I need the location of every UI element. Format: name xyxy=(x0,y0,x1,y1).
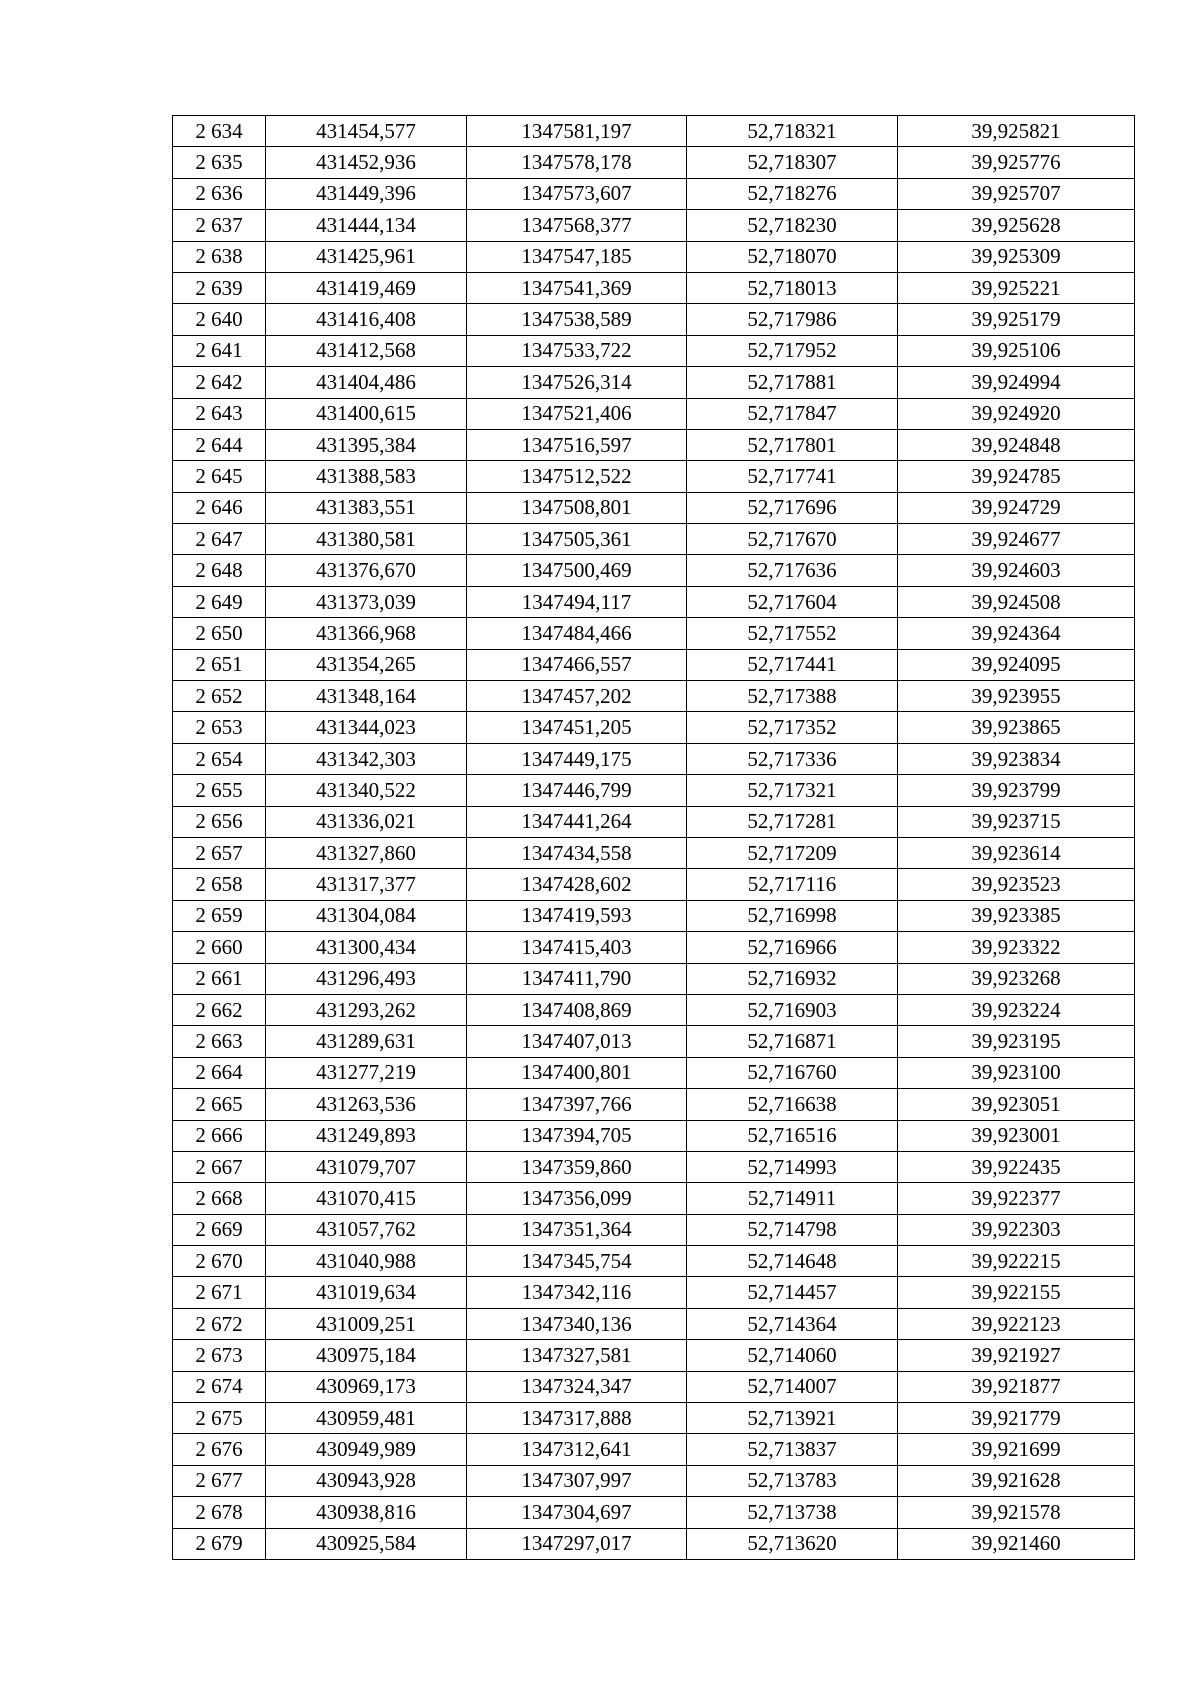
point-number-cell: 2 659 xyxy=(173,900,266,931)
y-coordinate-cell: 1347466,557 xyxy=(467,649,687,680)
x-coordinate-cell: 430949,989 xyxy=(266,1434,467,1465)
latitude-cell: 52,718321 xyxy=(687,116,898,147)
y-coordinate-cell: 1347500,469 xyxy=(467,555,687,586)
longitude-cell: 39,923195 xyxy=(898,1026,1135,1057)
x-coordinate-cell: 431344,023 xyxy=(266,712,467,743)
point-number-cell: 2 672 xyxy=(173,1308,266,1339)
x-coordinate-cell: 431079,707 xyxy=(266,1151,467,1182)
latitude-cell: 52,717741 xyxy=(687,461,898,492)
x-coordinate-cell: 431336,021 xyxy=(266,806,467,837)
longitude-cell: 39,921628 xyxy=(898,1465,1135,1496)
latitude-cell: 52,714798 xyxy=(687,1214,898,1245)
latitude-cell: 52,717952 xyxy=(687,335,898,366)
x-coordinate-cell: 431419,469 xyxy=(266,272,467,303)
x-coordinate-cell: 431416,408 xyxy=(266,304,467,335)
longitude-cell: 39,924677 xyxy=(898,524,1135,555)
point-number-cell: 2 643 xyxy=(173,398,266,429)
x-coordinate-cell: 431277,219 xyxy=(266,1057,467,1088)
table-row xyxy=(173,1026,1135,1057)
longitude-cell: 39,922123 xyxy=(898,1308,1135,1339)
x-coordinate-cell: 431444,134 xyxy=(266,210,467,241)
longitude-cell: 39,922435 xyxy=(898,1151,1135,1182)
y-coordinate-cell: 1347538,589 xyxy=(467,304,687,335)
y-coordinate-cell: 1347533,722 xyxy=(467,335,687,366)
table-row xyxy=(173,743,1135,774)
point-number-cell: 2 636 xyxy=(173,178,266,209)
table-row xyxy=(173,1528,1135,1559)
point-number-cell: 2 649 xyxy=(173,586,266,617)
y-coordinate-cell: 1347312,641 xyxy=(467,1434,687,1465)
point-number-cell: 2 639 xyxy=(173,272,266,303)
latitude-cell: 52,716760 xyxy=(687,1057,898,1088)
latitude-cell: 52,717209 xyxy=(687,837,898,868)
x-coordinate-cell: 430969,173 xyxy=(266,1371,467,1402)
y-coordinate-cell: 1347494,117 xyxy=(467,586,687,617)
point-number-cell: 2 664 xyxy=(173,1057,266,1088)
latitude-cell: 52,714060 xyxy=(687,1340,898,1371)
latitude-cell: 52,716516 xyxy=(687,1120,898,1151)
latitude-cell: 52,716966 xyxy=(687,932,898,963)
longitude-cell: 39,923001 xyxy=(898,1120,1135,1151)
point-number-cell: 2 677 xyxy=(173,1465,266,1496)
longitude-cell: 39,925628 xyxy=(898,210,1135,241)
table-row xyxy=(173,492,1135,523)
x-coordinate-cell: 431366,968 xyxy=(266,618,467,649)
point-number-cell: 2 644 xyxy=(173,429,266,460)
x-coordinate-cell: 431388,583 xyxy=(266,461,467,492)
longitude-cell: 39,925821 xyxy=(898,116,1135,147)
table-row xyxy=(173,241,1135,272)
latitude-cell: 52,717116 xyxy=(687,869,898,900)
x-coordinate-cell: 430975,184 xyxy=(266,1340,467,1371)
table-row xyxy=(173,367,1135,398)
table-row xyxy=(173,398,1135,429)
y-coordinate-cell: 1347411,790 xyxy=(467,963,687,994)
x-coordinate-cell: 431452,936 xyxy=(266,147,467,178)
point-number-cell: 2 641 xyxy=(173,335,266,366)
x-coordinate-cell: 431070,415 xyxy=(266,1183,467,1214)
latitude-cell: 52,717801 xyxy=(687,429,898,460)
longitude-cell: 39,923224 xyxy=(898,994,1135,1025)
y-coordinate-cell: 1347484,466 xyxy=(467,618,687,649)
x-coordinate-cell: 431412,568 xyxy=(266,335,467,366)
latitude-cell: 52,714364 xyxy=(687,1308,898,1339)
longitude-cell: 39,924920 xyxy=(898,398,1135,429)
y-coordinate-cell: 1347407,013 xyxy=(467,1026,687,1057)
table-row xyxy=(173,178,1135,209)
table-row xyxy=(173,210,1135,241)
point-number-cell: 2 638 xyxy=(173,241,266,272)
y-coordinate-cell: 1347508,801 xyxy=(467,492,687,523)
point-number-cell: 2 646 xyxy=(173,492,266,523)
longitude-cell: 39,925221 xyxy=(898,272,1135,303)
latitude-cell: 52,714911 xyxy=(687,1183,898,1214)
latitude-cell: 52,717552 xyxy=(687,618,898,649)
table-row xyxy=(173,524,1135,555)
point-number-cell: 2 655 xyxy=(173,775,266,806)
latitude-cell: 52,713620 xyxy=(687,1528,898,1559)
longitude-cell: 39,923385 xyxy=(898,900,1135,931)
latitude-cell: 52,716998 xyxy=(687,900,898,931)
table-row xyxy=(173,1057,1135,1088)
table-row xyxy=(173,1308,1135,1339)
point-number-cell: 2 647 xyxy=(173,524,266,555)
latitude-cell: 52,717352 xyxy=(687,712,898,743)
table-row xyxy=(173,712,1135,743)
table-row xyxy=(173,1120,1135,1151)
x-coordinate-cell: 430925,584 xyxy=(266,1528,467,1559)
latitude-cell: 52,717281 xyxy=(687,806,898,837)
x-coordinate-cell: 431454,577 xyxy=(266,116,467,147)
table-row xyxy=(173,555,1135,586)
longitude-cell: 39,921877 xyxy=(898,1371,1135,1402)
latitude-cell: 52,718070 xyxy=(687,241,898,272)
table-row xyxy=(173,1465,1135,1496)
table-row xyxy=(173,1246,1135,1277)
y-coordinate-cell: 1347568,377 xyxy=(467,210,687,241)
x-coordinate-cell: 431300,434 xyxy=(266,932,467,963)
latitude-cell: 52,717388 xyxy=(687,681,898,712)
y-coordinate-cell: 1347449,175 xyxy=(467,743,687,774)
longitude-cell: 39,924603 xyxy=(898,555,1135,586)
y-coordinate-cell: 1347415,403 xyxy=(467,932,687,963)
x-coordinate-cell: 431342,303 xyxy=(266,743,467,774)
x-coordinate-cell: 431376,670 xyxy=(266,555,467,586)
table-row xyxy=(173,116,1135,147)
point-number-cell: 2 676 xyxy=(173,1434,266,1465)
point-number-cell: 2 670 xyxy=(173,1246,266,1277)
x-coordinate-cell: 430938,816 xyxy=(266,1497,467,1528)
table-row xyxy=(173,272,1135,303)
longitude-cell: 39,923834 xyxy=(898,743,1135,774)
point-number-cell: 2 678 xyxy=(173,1497,266,1528)
point-number-cell: 2 669 xyxy=(173,1214,266,1245)
table-row xyxy=(173,994,1135,1025)
x-coordinate-cell: 431425,961 xyxy=(266,241,467,272)
y-coordinate-cell: 1347340,136 xyxy=(467,1308,687,1339)
point-number-cell: 2 650 xyxy=(173,618,266,649)
y-coordinate-cell: 1347304,697 xyxy=(467,1497,687,1528)
y-coordinate-cell: 1347428,602 xyxy=(467,869,687,900)
x-coordinate-cell: 431304,084 xyxy=(266,900,467,931)
y-coordinate-cell: 1347351,364 xyxy=(467,1214,687,1245)
longitude-cell: 39,922215 xyxy=(898,1246,1135,1277)
point-number-cell: 2 662 xyxy=(173,994,266,1025)
y-coordinate-cell: 1347345,754 xyxy=(467,1246,687,1277)
point-number-cell: 2 648 xyxy=(173,555,266,586)
x-coordinate-cell: 431373,039 xyxy=(266,586,467,617)
x-coordinate-cell: 431404,486 xyxy=(266,367,467,398)
x-coordinate-cell: 431040,988 xyxy=(266,1246,467,1277)
point-number-cell: 2 642 xyxy=(173,367,266,398)
x-coordinate-cell: 431293,262 xyxy=(266,994,467,1025)
point-number-cell: 2 652 xyxy=(173,681,266,712)
point-number-cell: 2 675 xyxy=(173,1403,266,1434)
latitude-cell: 52,713837 xyxy=(687,1434,898,1465)
longitude-cell: 39,923715 xyxy=(898,806,1135,837)
table-row xyxy=(173,932,1135,963)
longitude-cell: 39,923268 xyxy=(898,963,1135,994)
x-coordinate-cell: 431400,615 xyxy=(266,398,467,429)
longitude-cell: 39,924994 xyxy=(898,367,1135,398)
point-number-cell: 2 668 xyxy=(173,1183,266,1214)
longitude-cell: 39,923322 xyxy=(898,932,1135,963)
table-row xyxy=(173,1089,1135,1120)
point-number-cell: 2 635 xyxy=(173,147,266,178)
y-coordinate-cell: 1347397,766 xyxy=(467,1089,687,1120)
table-row xyxy=(173,1434,1135,1465)
longitude-cell: 39,923955 xyxy=(898,681,1135,712)
coordinates-table xyxy=(172,115,1135,1560)
y-coordinate-cell: 1347457,202 xyxy=(467,681,687,712)
table-row xyxy=(173,1183,1135,1214)
latitude-cell: 52,717321 xyxy=(687,775,898,806)
y-coordinate-cell: 1347526,314 xyxy=(467,367,687,398)
y-coordinate-cell: 1347578,178 xyxy=(467,147,687,178)
latitude-cell: 52,716871 xyxy=(687,1026,898,1057)
x-coordinate-cell: 431354,265 xyxy=(266,649,467,680)
y-coordinate-cell: 1347356,099 xyxy=(467,1183,687,1214)
y-coordinate-cell: 1347541,369 xyxy=(467,272,687,303)
longitude-cell: 39,925179 xyxy=(898,304,1135,335)
longitude-cell: 39,925707 xyxy=(898,178,1135,209)
longitude-cell: 39,923100 xyxy=(898,1057,1135,1088)
point-number-cell: 2 645 xyxy=(173,461,266,492)
table-row xyxy=(173,304,1135,335)
x-coordinate-cell: 431327,860 xyxy=(266,837,467,868)
table-row xyxy=(173,775,1135,806)
latitude-cell: 52,717986 xyxy=(687,304,898,335)
latitude-cell: 52,717636 xyxy=(687,555,898,586)
latitude-cell: 52,718276 xyxy=(687,178,898,209)
table-row xyxy=(173,1497,1135,1528)
table-row xyxy=(173,1277,1135,1308)
x-coordinate-cell: 431249,893 xyxy=(266,1120,467,1151)
y-coordinate-cell: 1347434,558 xyxy=(467,837,687,868)
table-row xyxy=(173,869,1135,900)
latitude-cell: 52,713783 xyxy=(687,1465,898,1496)
x-coordinate-cell: 431340,522 xyxy=(266,775,467,806)
table-row xyxy=(173,335,1135,366)
latitude-cell: 52,713738 xyxy=(687,1497,898,1528)
longitude-cell: 39,924095 xyxy=(898,649,1135,680)
point-number-cell: 2 663 xyxy=(173,1026,266,1057)
x-coordinate-cell: 431383,551 xyxy=(266,492,467,523)
longitude-cell: 39,921460 xyxy=(898,1528,1135,1559)
longitude-cell: 39,922155 xyxy=(898,1277,1135,1308)
point-number-cell: 2 667 xyxy=(173,1151,266,1182)
longitude-cell: 39,924729 xyxy=(898,492,1135,523)
y-coordinate-cell: 1347297,017 xyxy=(467,1528,687,1559)
latitude-cell: 52,716932 xyxy=(687,963,898,994)
x-coordinate-cell: 431057,762 xyxy=(266,1214,467,1245)
table-row xyxy=(173,461,1135,492)
longitude-cell: 39,924785 xyxy=(898,461,1135,492)
latitude-cell: 52,718307 xyxy=(687,147,898,178)
longitude-cell: 39,923865 xyxy=(898,712,1135,743)
x-coordinate-cell: 431317,377 xyxy=(266,869,467,900)
y-coordinate-cell: 1347419,593 xyxy=(467,900,687,931)
latitude-cell: 52,718230 xyxy=(687,210,898,241)
y-coordinate-cell: 1347581,197 xyxy=(467,116,687,147)
latitude-cell: 52,714457 xyxy=(687,1277,898,1308)
latitude-cell: 52,716638 xyxy=(687,1089,898,1120)
y-coordinate-cell: 1347327,581 xyxy=(467,1340,687,1371)
y-coordinate-cell: 1347441,264 xyxy=(467,806,687,837)
y-coordinate-cell: 1347547,185 xyxy=(467,241,687,272)
latitude-cell: 52,714007 xyxy=(687,1371,898,1402)
y-coordinate-cell: 1347307,997 xyxy=(467,1465,687,1496)
longitude-cell: 39,923799 xyxy=(898,775,1135,806)
latitude-cell: 52,714993 xyxy=(687,1151,898,1182)
y-coordinate-cell: 1347573,607 xyxy=(467,178,687,209)
longitude-cell: 39,924364 xyxy=(898,618,1135,649)
y-coordinate-cell: 1347394,705 xyxy=(467,1120,687,1151)
latitude-cell: 52,717441 xyxy=(687,649,898,680)
x-coordinate-cell: 431263,536 xyxy=(266,1089,467,1120)
table-row xyxy=(173,806,1135,837)
longitude-cell: 39,925106 xyxy=(898,335,1135,366)
table-row xyxy=(173,1403,1135,1434)
latitude-cell: 52,717336 xyxy=(687,743,898,774)
latitude-cell: 52,714648 xyxy=(687,1246,898,1277)
point-number-cell: 2 665 xyxy=(173,1089,266,1120)
table-row xyxy=(173,900,1135,931)
longitude-cell: 39,925776 xyxy=(898,147,1135,178)
x-coordinate-cell: 431395,384 xyxy=(266,429,467,460)
x-coordinate-cell: 431449,396 xyxy=(266,178,467,209)
latitude-cell: 52,717604 xyxy=(687,586,898,617)
point-number-cell: 2 661 xyxy=(173,963,266,994)
longitude-cell: 39,921578 xyxy=(898,1497,1135,1528)
x-coordinate-cell: 431380,581 xyxy=(266,524,467,555)
table-row xyxy=(173,1371,1135,1402)
longitude-cell: 39,921927 xyxy=(898,1340,1135,1371)
table-row xyxy=(173,963,1135,994)
y-coordinate-cell: 1347451,205 xyxy=(467,712,687,743)
longitude-cell: 39,921699 xyxy=(898,1434,1135,1465)
x-coordinate-cell: 430943,928 xyxy=(266,1465,467,1496)
table-row xyxy=(173,1151,1135,1182)
point-number-cell: 2 674 xyxy=(173,1371,266,1402)
point-number-cell: 2 640 xyxy=(173,304,266,335)
latitude-cell: 52,718013 xyxy=(687,272,898,303)
table-row xyxy=(173,837,1135,868)
y-coordinate-cell: 1347505,361 xyxy=(467,524,687,555)
coordinates-table-body xyxy=(173,116,1135,1560)
point-number-cell: 2 671 xyxy=(173,1277,266,1308)
latitude-cell: 52,717847 xyxy=(687,398,898,429)
x-coordinate-cell: 431296,493 xyxy=(266,963,467,994)
table-row xyxy=(173,1214,1135,1245)
point-number-cell: 2 637 xyxy=(173,210,266,241)
latitude-cell: 52,717881 xyxy=(687,367,898,398)
point-number-cell: 2 658 xyxy=(173,869,266,900)
y-coordinate-cell: 1347342,116 xyxy=(467,1277,687,1308)
x-coordinate-cell: 431289,631 xyxy=(266,1026,467,1057)
longitude-cell: 39,923051 xyxy=(898,1089,1135,1120)
x-coordinate-cell: 430959,481 xyxy=(266,1403,467,1434)
y-coordinate-cell: 1347317,888 xyxy=(467,1403,687,1434)
point-number-cell: 2 634 xyxy=(173,116,266,147)
longitude-cell: 39,923523 xyxy=(898,869,1135,900)
point-number-cell: 2 651 xyxy=(173,649,266,680)
longitude-cell: 39,921779 xyxy=(898,1403,1135,1434)
table-row xyxy=(173,586,1135,617)
y-coordinate-cell: 1347324,347 xyxy=(467,1371,687,1402)
y-coordinate-cell: 1347446,799 xyxy=(467,775,687,806)
point-number-cell: 2 657 xyxy=(173,837,266,868)
x-coordinate-cell: 431019,634 xyxy=(266,1277,467,1308)
point-number-cell: 2 654 xyxy=(173,743,266,774)
point-number-cell: 2 666 xyxy=(173,1120,266,1151)
y-coordinate-cell: 1347359,860 xyxy=(467,1151,687,1182)
table-row xyxy=(173,618,1135,649)
y-coordinate-cell: 1347400,801 xyxy=(467,1057,687,1088)
longitude-cell: 39,923614 xyxy=(898,837,1135,868)
table-row xyxy=(173,1340,1135,1371)
point-number-cell: 2 653 xyxy=(173,712,266,743)
x-coordinate-cell: 431009,251 xyxy=(266,1308,467,1339)
y-coordinate-cell: 1347521,406 xyxy=(467,398,687,429)
latitude-cell: 52,717696 xyxy=(687,492,898,523)
y-coordinate-cell: 1347408,869 xyxy=(467,994,687,1025)
table-row xyxy=(173,649,1135,680)
x-coordinate-cell: 431348,164 xyxy=(266,681,467,712)
table-row xyxy=(173,681,1135,712)
point-number-cell: 2 656 xyxy=(173,806,266,837)
longitude-cell: 39,924848 xyxy=(898,429,1135,460)
longitude-cell: 39,924508 xyxy=(898,586,1135,617)
latitude-cell: 52,716903 xyxy=(687,994,898,1025)
table-row xyxy=(173,147,1135,178)
longitude-cell: 39,925309 xyxy=(898,241,1135,272)
y-coordinate-cell: 1347512,522 xyxy=(467,461,687,492)
longitude-cell: 39,922377 xyxy=(898,1183,1135,1214)
longitude-cell: 39,922303 xyxy=(898,1214,1135,1245)
latitude-cell: 52,717670 xyxy=(687,524,898,555)
point-number-cell: 2 679 xyxy=(173,1528,266,1559)
table-row xyxy=(173,429,1135,460)
point-number-cell: 2 660 xyxy=(173,932,266,963)
point-number-cell: 2 673 xyxy=(173,1340,266,1371)
y-coordinate-cell: 1347516,597 xyxy=(467,429,687,460)
latitude-cell: 52,713921 xyxy=(687,1403,898,1434)
